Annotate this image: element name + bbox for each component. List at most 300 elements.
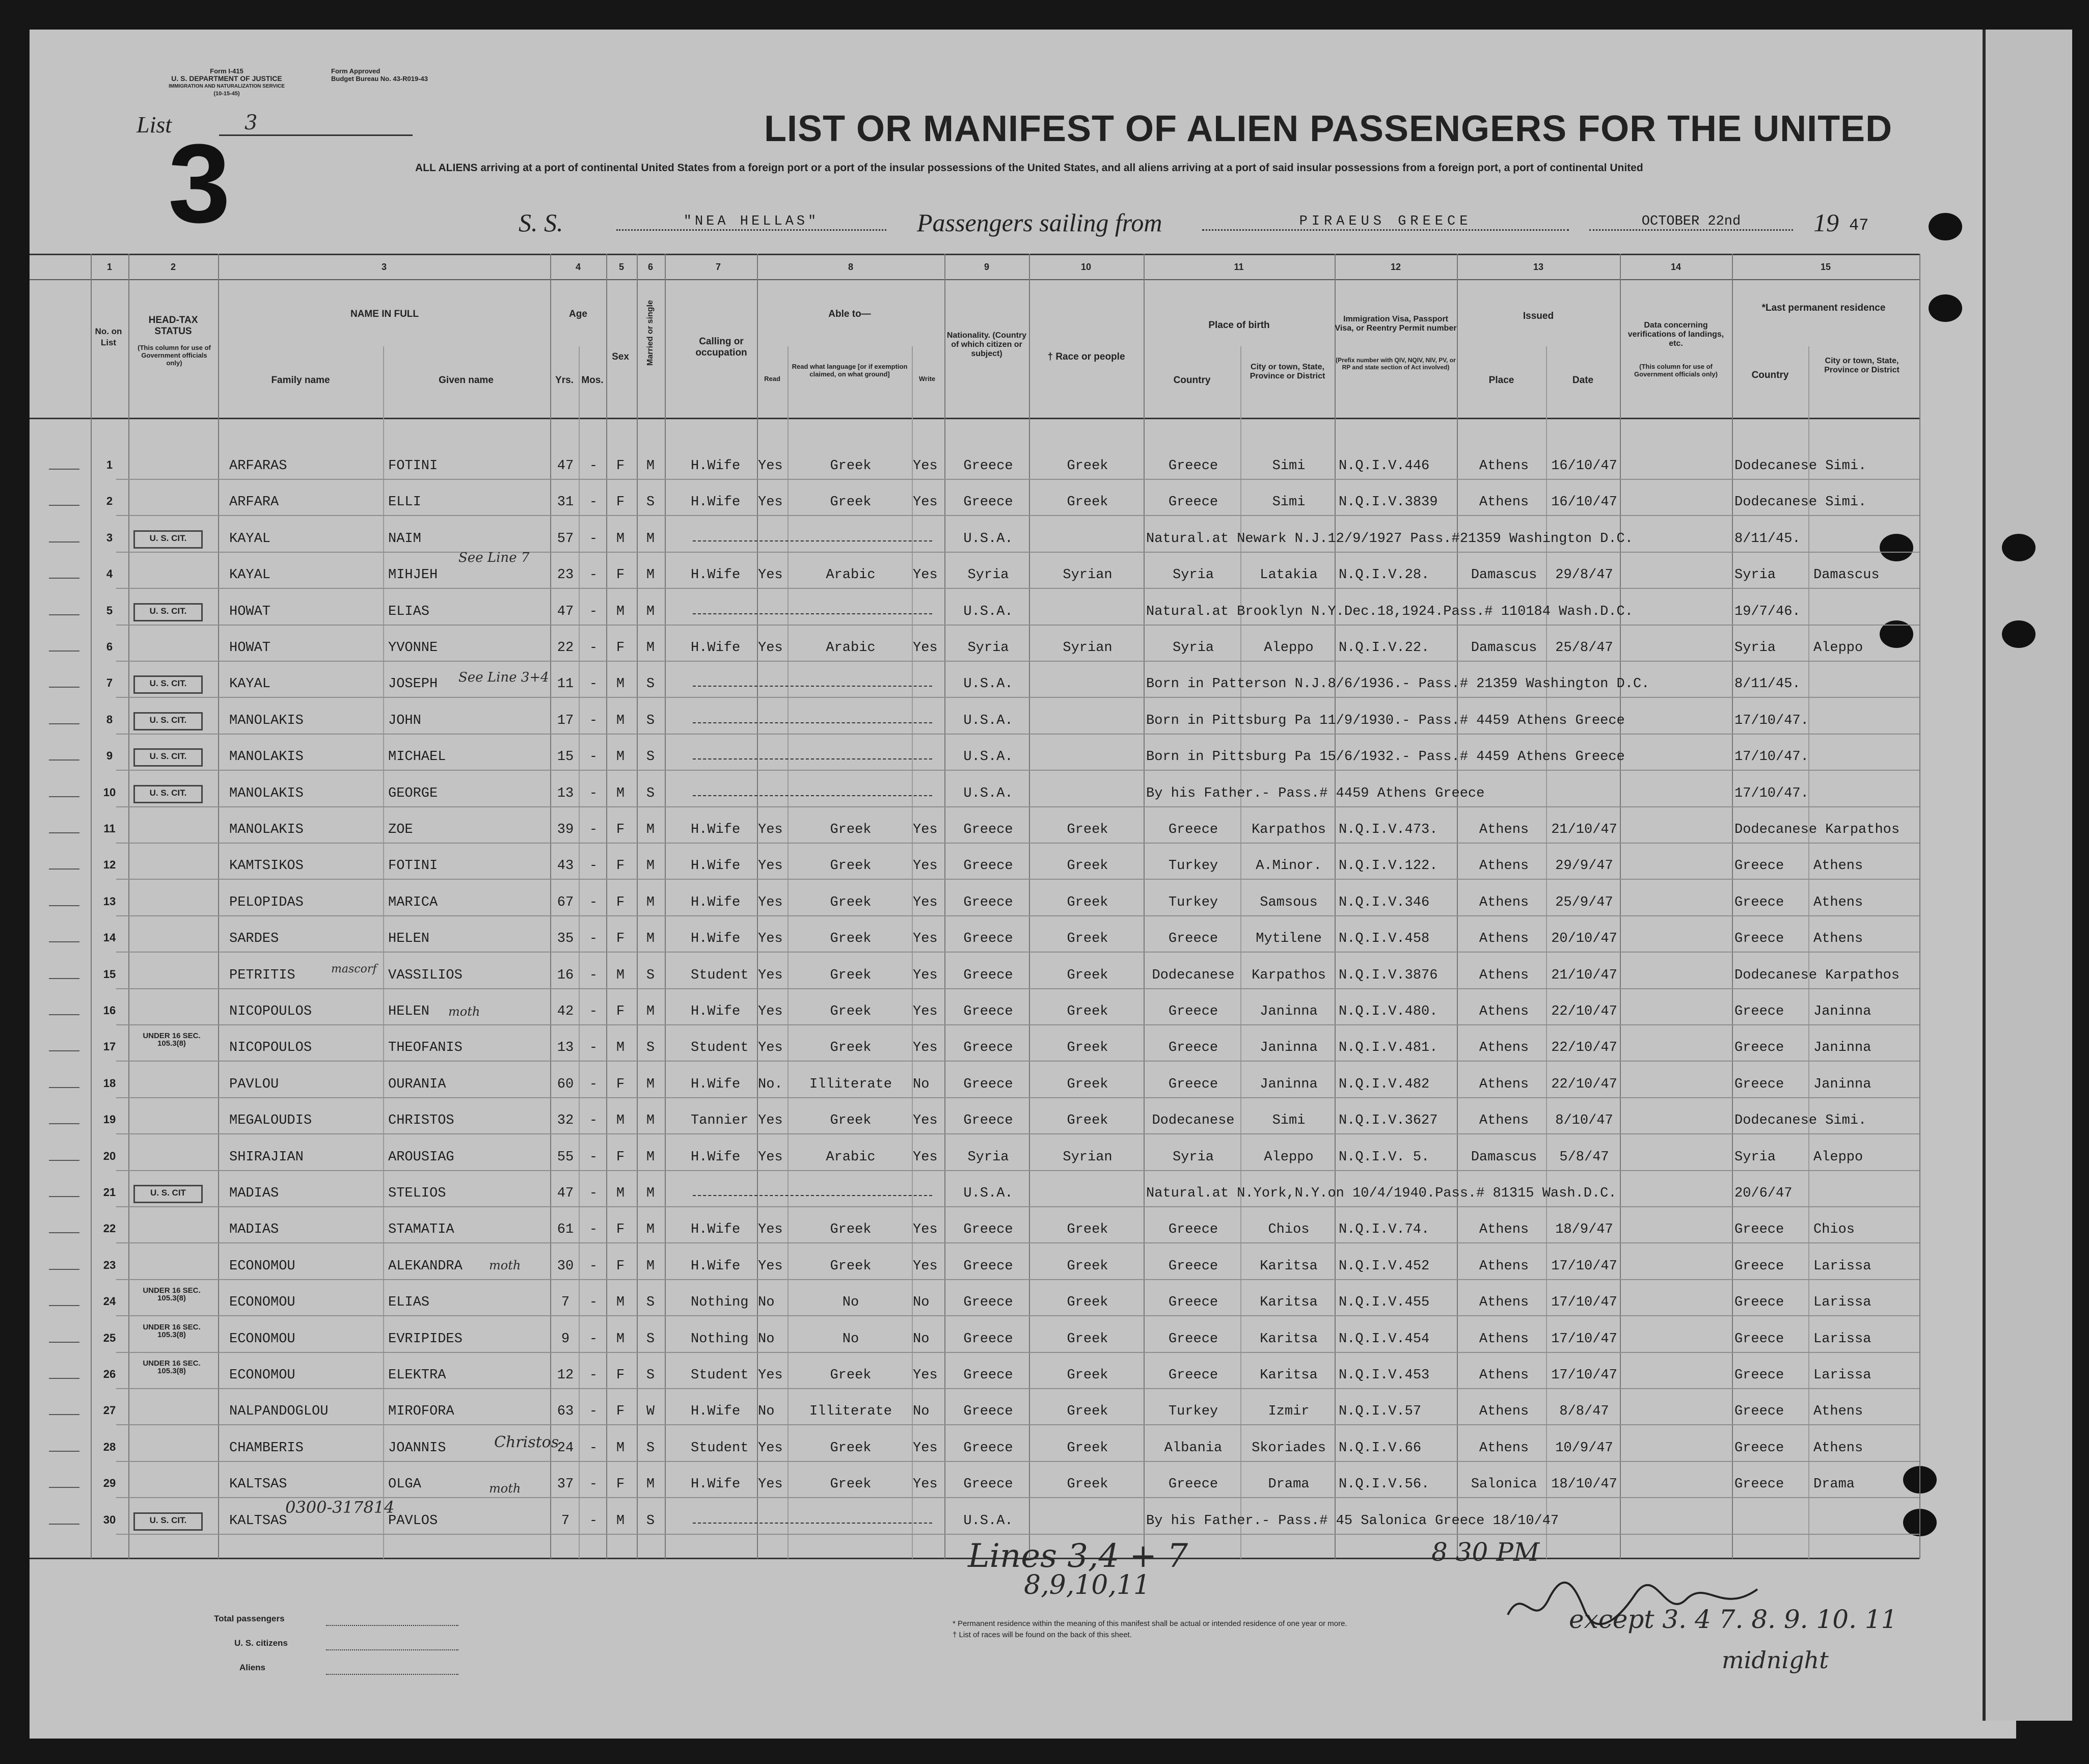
age-years: 16 [557, 967, 574, 983]
can-write: Yes [913, 640, 938, 656]
issued-place: Athens [1479, 458, 1529, 474]
can-write: Yes [913, 495, 938, 510]
issued-place: Athens [1479, 1295, 1529, 1311]
row-rule [116, 1133, 1919, 1134]
age-months: - [589, 1222, 598, 1238]
can-write: Yes [913, 1040, 938, 1056]
family-name: ECONOMOU [229, 1331, 295, 1347]
given-name: FOTINI [388, 858, 438, 874]
column-number: 8 [848, 262, 853, 272]
birth-country: Syria [1172, 1149, 1214, 1165]
visa-number: N.Q.I.V.57 [1339, 1404, 1422, 1420]
issued-place: Athens [1479, 967, 1529, 983]
race: Greek [1067, 1331, 1108, 1347]
column-number: 2 [170, 262, 176, 272]
column-number: 14 [1670, 262, 1681, 272]
residence-country: 20/6/47 [1734, 1186, 1793, 1201]
residence-city: Damascus [1813, 567, 1880, 583]
sex: F [616, 822, 625, 837]
marital-status: S [646, 1368, 655, 1383]
residence-country: Dodecanese Karpathos [1734, 822, 1900, 837]
read-language: Greek [830, 1258, 872, 1274]
race: Greek [1067, 1222, 1108, 1238]
footer-aliens: Aliens [239, 1663, 266, 1672]
departure-port: PIRAEUS GREECE [1202, 214, 1569, 231]
can-read: Yes [758, 822, 783, 837]
race: Syrian [1063, 567, 1113, 583]
birth-city: Mytilene [1256, 931, 1322, 947]
can-read: Yes [758, 1149, 783, 1165]
age-months: - [589, 1368, 598, 1383]
margin-tick [49, 469, 79, 470]
nationality: Greece [963, 894, 1013, 910]
age-months: - [589, 1404, 598, 1420]
row-number: 21 [103, 1186, 116, 1199]
nationality: Greece [963, 931, 1013, 947]
race: Greek [1067, 1440, 1108, 1456]
issued-date: 22/10/47 [1551, 1004, 1617, 1019]
visa-number: N.Q.I.V.446 [1339, 458, 1430, 474]
row-rule [116, 661, 1919, 662]
age-years: 39 [557, 822, 574, 837]
header-write: Write [918, 375, 936, 383]
can-write: Yes [913, 1368, 938, 1383]
aliens-line [326, 1674, 458, 1675]
handwritten-midnight: midnight [1722, 1646, 1829, 1674]
row-rule [116, 1242, 1919, 1243]
given-name: GEORGE [388, 785, 438, 801]
row-number: 23 [103, 1258, 116, 1271]
marital-status: S [646, 967, 655, 983]
age-months: - [589, 1258, 598, 1274]
row-number: 14 [103, 931, 116, 944]
column-rule [665, 254, 666, 1559]
marital-status: S [646, 1331, 655, 1347]
age-months: - [589, 676, 598, 692]
family-name: KAYAL [229, 531, 271, 547]
given-name: ALEKANDRA [388, 1258, 463, 1274]
race: Greek [1067, 1258, 1108, 1274]
issued-place: Athens [1479, 1076, 1529, 1092]
punch-hole [2002, 620, 2036, 648]
margin-tick [49, 1378, 79, 1379]
residence-city: Drama [1813, 1477, 1855, 1492]
birth-city: Simi [1272, 495, 1306, 510]
header-verifications: Data concerning verifications of landings, etc. [1627, 321, 1724, 348]
issued-place: Athens [1479, 1113, 1529, 1129]
residence-country: Greece [1734, 1368, 1784, 1383]
marital-status: M [646, 858, 655, 874]
row-number: 11 [103, 822, 116, 835]
can-read: Yes [758, 967, 783, 983]
header-sex: Sex [612, 351, 629, 362]
sex: M [616, 676, 625, 692]
can-read: Yes [758, 1440, 783, 1456]
race: Greek [1067, 495, 1108, 510]
marital-status: S [646, 785, 655, 801]
nationality: Greece [963, 1113, 1013, 1129]
marital-status: S [646, 1513, 655, 1529]
issued-date: 21/10/47 [1551, 967, 1617, 983]
row-number: 16 [103, 1004, 116, 1017]
can-read: Yes [758, 1222, 783, 1238]
margin-tick [49, 650, 79, 652]
occupation: H.Wife [691, 1222, 741, 1238]
can-read: Yes [758, 495, 783, 510]
row-number: 2 [106, 495, 113, 508]
family-name: PELOPIDAS [229, 894, 304, 910]
marital-status: M [646, 1004, 655, 1019]
residence-city: Larissa [1813, 1295, 1871, 1311]
under16-stamp: UNDER 16 SEC. 105.3(8) [143, 1032, 201, 1048]
issued-date: 25/9/47 [1555, 894, 1613, 910]
column-rule [1732, 254, 1733, 1559]
marital-status: S [646, 1040, 655, 1056]
row-rule [116, 915, 1919, 916]
residence-country: Greece [1734, 858, 1784, 874]
punch-hole [2002, 534, 2036, 561]
age-months: - [589, 1477, 598, 1492]
race: Greek [1067, 822, 1108, 837]
footer-us-citizens: U. S. citizens [234, 1638, 288, 1648]
margin-tick [49, 687, 79, 688]
row-rule [116, 879, 1919, 880]
row-rule [116, 1388, 1919, 1389]
nationality: Greece [963, 1040, 1013, 1056]
occupation: H.Wife [691, 1076, 741, 1092]
birth-city: Karitsa [1260, 1295, 1318, 1311]
birth-city: Simi [1272, 458, 1306, 474]
row-rule [116, 1352, 1919, 1353]
marital-status: M [646, 1186, 655, 1201]
sex: M [616, 1186, 625, 1201]
nationality: Greece [963, 967, 1013, 983]
marital-status: M [646, 1113, 655, 1129]
column-rule [944, 254, 945, 1559]
visa-number: N.Q.I.V.3839 [1339, 495, 1438, 510]
handwritten-row23-note: moth [489, 1258, 521, 1272]
under16-stamp: UNDER 16 SEC. 105.3(8) [143, 1322, 201, 1339]
marital-status: M [646, 1222, 655, 1238]
nationality: Syria [967, 1149, 1009, 1165]
can-read: No. [758, 1076, 783, 1092]
race: Syrian [1063, 640, 1113, 656]
us-cit-stamp: U. S. CIT [133, 1185, 203, 1203]
read-language: Greek [830, 1440, 872, 1456]
column-rule [1457, 254, 1458, 1559]
row-rule [116, 588, 1919, 589]
residence-city: Aleppo [1813, 640, 1863, 656]
marital-status: M [646, 931, 655, 947]
can-read: Yes [758, 894, 783, 910]
can-write: No [913, 1404, 930, 1420]
sex: F [616, 1404, 625, 1420]
given-name: ELIAS [388, 604, 430, 619]
family-name: ECONOMOU [229, 1258, 295, 1274]
margin-tick [49, 1196, 79, 1197]
can-read: Yes [758, 1113, 783, 1129]
age-months: - [589, 1440, 598, 1456]
given-name: HELEN [388, 1004, 430, 1019]
margin-tick [49, 505, 79, 506]
read-language: Greek [830, 1040, 872, 1056]
issued-place: Athens [1479, 1040, 1529, 1056]
age-months: - [589, 1149, 598, 1165]
can-read: Yes [758, 858, 783, 874]
occupation: H.Wife [691, 822, 741, 837]
age-years: 42 [557, 1004, 574, 1019]
header-residence-city: City or town, State, Province or District [1824, 357, 1900, 374]
issued-date: 5/8/47 [1559, 1149, 1609, 1165]
adjacent-sheet-edge [1983, 30, 2072, 1721]
birth-country: Greece [1168, 458, 1218, 474]
age-months: - [589, 1076, 598, 1092]
header-issued-date: Date [1572, 375, 1594, 386]
given-name: MIHJEH [388, 567, 438, 583]
birth-city: A.Minor. [1256, 858, 1322, 874]
issued-date: 21/10/47 [1551, 822, 1617, 837]
birth-country: Greece [1168, 1258, 1218, 1274]
birth-city: Karitsa [1260, 1368, 1318, 1383]
read-language: Greek [830, 458, 872, 474]
residence-city: Athens [1813, 858, 1863, 874]
row-number: 7 [106, 676, 113, 690]
occupation: Nothing [691, 1295, 749, 1311]
family-name: HOWAT [229, 640, 271, 656]
can-write: Yes [913, 1477, 938, 1492]
margin-tick [49, 832, 79, 833]
sex: F [616, 858, 625, 874]
nationality: Greece [963, 1076, 1013, 1092]
column-rule [218, 254, 219, 1559]
age-months: - [589, 713, 598, 728]
family-name: KALTSAS [229, 1477, 287, 1492]
visa-number: N.Q.I.V.74. [1339, 1222, 1430, 1238]
family-name: ARFARAS [229, 458, 287, 474]
given-name: STAMATIA [388, 1222, 454, 1238]
issued-place: Athens [1479, 1368, 1529, 1383]
row-rule [116, 770, 1919, 771]
occupation: H.Wife [691, 458, 741, 474]
dash-fill [693, 540, 932, 541]
family-name: MANOLAKIS [229, 749, 304, 765]
family-name: NICOPOULOS [229, 1004, 312, 1019]
occupation: H.Wife [691, 931, 741, 947]
birth-country: Dodecanese [1152, 967, 1235, 983]
sailing-label: Passengers sailing from [917, 208, 1162, 237]
birth-country: Dodecanese [1152, 1113, 1235, 1129]
list-number: 3 [219, 111, 413, 136]
birth-city: Aleppo [1264, 640, 1314, 656]
age-years: 31 [557, 495, 574, 510]
us-cit-stamp: U. S. CIT. [133, 603, 203, 621]
residence-country: Greece [1734, 1477, 1784, 1492]
age-months: - [589, 1331, 598, 1347]
nationality: Syria [967, 640, 1009, 656]
can-write: Yes [913, 1258, 938, 1274]
age-months: - [589, 894, 598, 910]
birth-city: Latakia [1260, 567, 1318, 583]
age-months: - [589, 1295, 598, 1311]
given-name: JOHN [388, 713, 421, 728]
header-headtax-sub: (This column for use of Government officials only) [138, 344, 211, 367]
column-number-rule [30, 279, 1919, 280]
family-name: MANOLAKIS [229, 713, 304, 728]
marital-status: S [646, 749, 655, 765]
given-name: JOSEPH [388, 676, 438, 692]
margin-tick [49, 614, 79, 615]
birth-city: Chios [1268, 1222, 1310, 1238]
read-language: Greek [830, 967, 872, 983]
nationality: Greece [963, 1258, 1013, 1274]
age-years: 11 [557, 676, 574, 692]
birth-country: Greece [1168, 1368, 1218, 1383]
visa-number: N.Q.I.V.473. [1339, 822, 1438, 837]
handwritten-row29-note: 0300-317814 [285, 1498, 395, 1517]
row-rule [116, 625, 1919, 626]
birth-city: Karpathos [1252, 967, 1326, 983]
issued-date: 17/10/47 [1551, 1295, 1617, 1311]
citizens-line [326, 1649, 458, 1650]
row-rule [116, 952, 1919, 953]
marital-status: M [646, 1149, 655, 1165]
residence-country: Greece [1734, 1331, 1784, 1347]
age-years: 43 [557, 858, 574, 874]
sex: M [616, 1440, 625, 1456]
residence-country: Dodecanese Simi. [1734, 1113, 1867, 1129]
list-label: List [137, 112, 172, 138]
row-rule [116, 1424, 1919, 1425]
residence-city: Janinna [1813, 1076, 1871, 1092]
handwritten-except-note: except 3. 4 7. 8. 9. 10. 11 [1569, 1605, 1897, 1634]
can-write: Yes [913, 931, 938, 947]
footer-total-passengers: Total passengers [214, 1614, 285, 1623]
visa-number: N.Q.I.V.482 [1339, 1076, 1430, 1092]
year-prefix: 19 [1813, 208, 1839, 237]
row-number: 29 [103, 1477, 116, 1490]
under16-stamp: UNDER 16 SEC. 105.3(8) [143, 1286, 201, 1303]
read-language: Greek [830, 1368, 872, 1383]
issued-date: 17/10/47 [1551, 1368, 1617, 1383]
age-months: - [589, 640, 598, 656]
visa-number: N.Q.I.V.28. [1339, 567, 1430, 583]
given-name: MARICA [388, 894, 438, 910]
can-write: Yes [913, 1113, 938, 1129]
birth-city: Samsous [1260, 894, 1318, 910]
dash-fill [693, 722, 932, 723]
sailing-year: 47 [1849, 216, 1869, 235]
family-name: MANOLAKIS [229, 785, 304, 801]
can-write: Yes [913, 894, 938, 910]
can-write: Yes [913, 822, 938, 837]
family-name: ECONOMOU [229, 1295, 295, 1311]
margin-tick [49, 1087, 79, 1088]
header-marital [645, 338, 656, 366]
marital-status: S [646, 713, 655, 728]
marital-status: M [646, 894, 655, 910]
sex: M [616, 1513, 625, 1529]
nationality: Greece [963, 858, 1013, 874]
margin-tick [49, 1232, 79, 1233]
marital-status: M [646, 640, 655, 656]
row-number: 25 [103, 1331, 116, 1344]
given-name: ELLI [388, 495, 421, 510]
can-write: No [913, 1331, 930, 1347]
row-number: 24 [103, 1295, 116, 1308]
citizenship-details: Born in Pittsburg Pa 11/9/1930.- Pass.# 4459 Athens Greece [1146, 713, 1625, 728]
column-rule [1620, 254, 1621, 1559]
row-number: 17 [103, 1040, 116, 1053]
issued-place: Damascus [1471, 640, 1537, 656]
issued-place: Salonica [1471, 1477, 1537, 1492]
form-number: Form I-415 [210, 67, 243, 75]
family-name: ECONOMOU [229, 1368, 295, 1383]
row-rule [116, 988, 1919, 989]
age-months: - [589, 1113, 598, 1129]
total-line [326, 1625, 458, 1626]
age-months: - [589, 458, 598, 474]
family-name: NALPANDOGLOU [229, 1404, 329, 1420]
visa-number: N.Q.I.V.3627 [1339, 1113, 1438, 1129]
read-language: Greek [830, 1477, 872, 1492]
occupation: H.Wife [691, 858, 741, 874]
read-language: Greek [830, 894, 872, 910]
birth-country: Greece [1168, 1295, 1218, 1311]
column-rule [1335, 254, 1336, 1559]
residence-city: Athens [1813, 1404, 1863, 1420]
department: U. S. DEPARTMENT OF JUSTICE [171, 74, 282, 83]
citizenship-details: Natural.at Newark N.J.12/9/1927 Pass.#21359 Washington D.C. [1146, 531, 1633, 547]
header-family-name: Family name [271, 375, 330, 386]
occupation: Student [691, 967, 749, 983]
given-name: FOTINI [388, 458, 438, 474]
race: Greek [1067, 1004, 1108, 1019]
marital-status: M [646, 1258, 655, 1274]
dash-fill [693, 613, 932, 614]
can-read: No [758, 1404, 775, 1420]
family-name: HOWAT [229, 604, 271, 619]
age-months: - [589, 1186, 598, 1201]
race: Greek [1067, 1113, 1108, 1129]
issued-date: 29/8/47 [1555, 567, 1613, 583]
age-months: - [589, 967, 598, 983]
race: Greek [1067, 1295, 1108, 1311]
issued-date: 18/10/47 [1551, 1477, 1617, 1492]
birth-city: Karitsa [1260, 1258, 1318, 1274]
age-months: - [589, 931, 598, 947]
read-language: Arabic [826, 640, 876, 656]
marital-status: S [646, 1440, 655, 1456]
residence-country: Greece [1734, 1440, 1784, 1456]
birth-country: Greece [1168, 495, 1218, 510]
given-name: YVONNE [388, 640, 438, 656]
visa-number: N.Q.I.V.455 [1339, 1295, 1430, 1311]
row-number: 6 [106, 640, 113, 653]
occupation: H.Wife [691, 894, 741, 910]
visa-number: N.Q.I.V.481. [1339, 1040, 1438, 1056]
us-cit-stamp: U. S. CIT. [133, 675, 203, 694]
race: Greek [1067, 458, 1108, 474]
residence-country: 8/11/45. [1734, 531, 1801, 547]
handwritten-lines-note-2: 8,9,10,11 [1024, 1570, 1151, 1600]
nationality: U.S.A. [963, 531, 1013, 547]
given-name: HELEN [388, 931, 430, 947]
header-race: † Race or people [1047, 351, 1125, 362]
header-visa: Immigration Visa, Passport Visa, or Reentry Permit number [1335, 315, 1457, 333]
margin-tick [49, 1269, 79, 1270]
issued-place: Damascus [1471, 567, 1537, 583]
visa-number: N.Q.I.V.66 [1339, 1440, 1422, 1456]
